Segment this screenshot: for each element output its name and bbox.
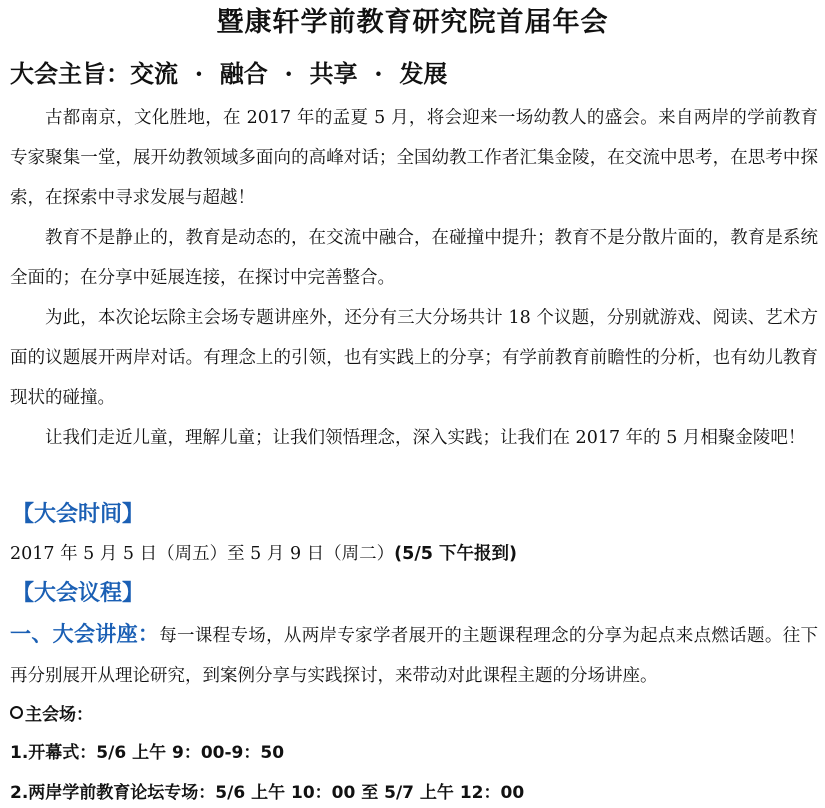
intro-paragraph: 为此，本次论坛除主会场专题讲座外，还分有三大分场共计 18 个议题，分别就游戏、阅读、艺术方面的议题展开两岸对话。有理念上的引领，也有实践上的分享；有学前教育前瞻性的分析，也有幼儿教育现状的碰撞。 (10, 308, 818, 408)
intro-paragraph: 教育不是静止的，教育是动态的，在交流中融合，在碰撞中提升；教育不是分散片面的，教育是系统全面的；在分享中延展连接，在探讨中完善整合。 (10, 228, 818, 288)
registration-note: (5/5 下午报到) (394, 544, 517, 564)
agenda-item: 1.开幕式：5/6 上午 9：00-9：50 (10, 743, 285, 763)
intro-paragraph: 古都南京，文化胜地，在 2017 年的孟夏 5 月，将会迎来一场幼教人的盛会。来自两岸的学前教育专家聚集一堂，展开幼教领域多面向的高峰对话；全国幼教工作者汇集金陵，在交流中思考，在思考中探索，在探索中寻求发展与超越！ (10, 108, 818, 208)
lecture-paragraph (10, 614, 818, 696)
lecture-text: 每一课程专场，从两岸专家学者展开的主题课程理念的分享为起点来点燃话题。往下再分别展开从理论研究，到案例分享与实践探讨，来带动对此课程主题的分场讲座。 (10, 626, 819, 686)
conference-date-line (10, 536, 517, 572)
intro-paragraph: 让我们走近儿童，理解儿童；让我们领悟理念，深入实践；让我们在 2017 年的 5 月相聚金陵吧！ (45, 428, 806, 448)
agenda-item: 2.两岸学前教育论坛专场：5/6 上午 10：00 至 5/7 上午 12：00 (10, 783, 525, 803)
conference-theme: 大会主旨：交流 · 融合 · 共享 · 发展 (10, 59, 448, 88)
lecture-lead: 一、大会讲座： (10, 621, 160, 646)
main-venue-label (10, 700, 93, 730)
document-title: 暨康轩学前教育研究院首届年会 (216, 7, 609, 38)
intro-paragraphs (10, 98, 818, 458)
ring-icon (10, 706, 23, 719)
agenda-section-heading: 【大会议程】 (12, 580, 145, 606)
time-section-heading: 【大会时间】 (12, 501, 145, 527)
conference-date: 2017 年 5 月 5 日（周五）至 5 月 9 日（周二） (10, 544, 395, 564)
main-venue-text: 主会场： (25, 705, 93, 725)
